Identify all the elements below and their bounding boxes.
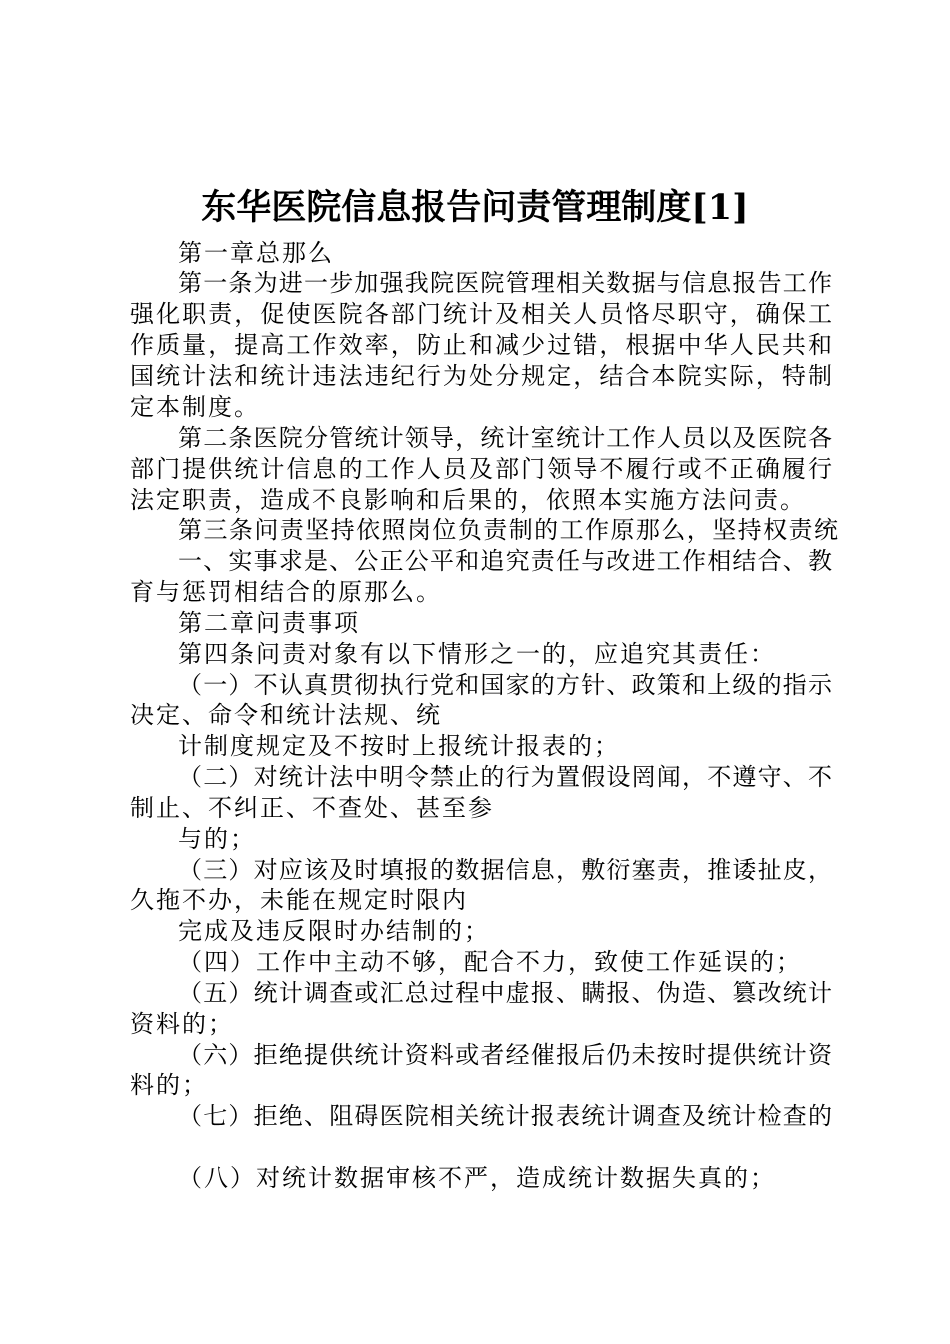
list-item-line: 久拖不办，未能在规定时限内	[130, 886, 468, 914]
paragraph-line: 法定职责，造成不良影响和后果的，依照本实施方法问责。	[130, 486, 806, 514]
list-item-line: （二）对统计法中明令禁止的行为置假设罔闻，不遵守、不	[178, 763, 832, 791]
list-item-line: 与的；	[178, 825, 256, 853]
list-item-line: （一）不认真贯彻执行党和国家的方针、政策和上级的指示	[178, 671, 832, 699]
paragraph-line: 部门提供统计信息的工作人员及部门领导不履行或不正确履行	[130, 455, 832, 483]
list-item-line: （七）拒绝、阻碍医院相关统计报表统计调查及统计检查的	[178, 1102, 832, 1130]
chapter-heading: 第二章问责事项	[178, 609, 360, 637]
list-item-line: 资料的；	[130, 1010, 234, 1038]
paragraph-line: 第二条医院分管统计领导，统计室统计工作人员以及医院各	[178, 424, 832, 452]
paragraph-line: 第四条问责对象有以下情形之一的，应追究其责任：	[178, 640, 776, 668]
list-item-line: （四）工作中主动不够，配合不力，致使工作延误的；	[178, 948, 802, 976]
list-item-line: 料的；	[130, 1071, 208, 1099]
chapter-heading: 第一章总那么	[178, 239, 334, 267]
list-item-line: （八）对统计数据审核不严，造成统计数据失真的；	[178, 1164, 776, 1192]
paragraph-line: 强化职责，促使医院各部门统计及相关人员恪尽职守，确保工	[130, 300, 832, 328]
paragraph-line: 第三条问责坚持依照岗位负责制的工作原那么，坚持权责统	[178, 516, 838, 544]
paragraph-line: 作质量，提高工作效率，防止和减少过错，根据中华人民共和	[130, 331, 832, 359]
list-item-line: （五）统计调查或汇总过程中虚报、瞒报、伪造、篡改统计	[178, 979, 832, 1007]
list-item-line: 完成及违反限时办结制的；	[178, 917, 490, 945]
paragraph-line: 育与惩罚相结合的原那么。	[130, 578, 442, 606]
list-item-line: 计制度规定及不按时上报统计报表的；	[178, 732, 620, 760]
paragraph-line: 第一条为进一步加强我院医院管理相关数据与信息报告工作	[178, 269, 832, 297]
list-item-line: 制止、不纠正、不查处、甚至参	[130, 794, 494, 822]
paragraph-line: 定本制度。	[130, 393, 260, 421]
list-item-line: （三）对应该及时填报的数据信息，敷衍塞责，推诿扯皮，	[178, 856, 832, 884]
paragraph-line: 一、实事求是、公正公平和追究责任与改进工作相结合、教	[178, 547, 832, 575]
paragraph-line: 国统计法和统计违法违纪行为处分规定，结合本院实际，特制	[130, 362, 832, 390]
list-item-line: （六）拒绝提供统计资料或者经催报后仍未按时提供统计资	[178, 1041, 832, 1069]
document-title: 东华医院信息报告问责管理制度[1]	[201, 187, 749, 228]
list-item-line: 决定、命令和统计法规、统	[130, 701, 442, 729]
